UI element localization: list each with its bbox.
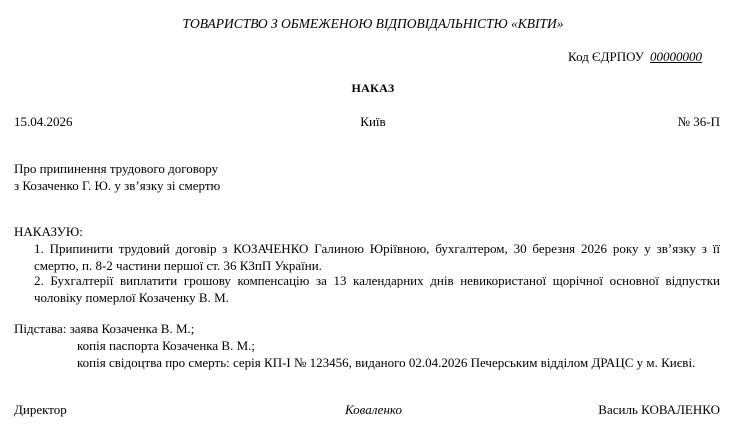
- edrpou-code: 00000000: [650, 49, 702, 64]
- grounds-label: Підстава:: [14, 321, 67, 336]
- director-name: Василь КОВАЛЕНКО: [598, 402, 720, 417]
- order-city: Київ: [360, 114, 386, 129]
- order-date: 15.04.2026: [14, 114, 73, 129]
- edrpou-label: Код ЄДРПОУ: [568, 49, 644, 64]
- order-item-1-text: 1. Припинити трудовий договір з КОЗАЧЕНКО Галиною Юріївною, бухгалтером, 30 березня 2026 року у зв’язку з її смертю, п. 8-2 частини першої ст. 36 КЗпП України.: [34, 241, 720, 273]
- grounds-line-1: заява Козаченка В. М.;: [69, 321, 195, 336]
- order-item-2-text: 2. Бухгалтерії виплатити грошову компенсацію за 13 календарних днів невикористаної щорічної основної відпустки чоловіку померлої Козаченку В. М.: [34, 273, 720, 305]
- order-item-1: [14, 240, 720, 274]
- order-number: № 36-П: [677, 114, 720, 129]
- order-title: НАКАЗ: [351, 81, 395, 95]
- grounds-line-2: копія паспорта Козаченка В. М.;: [77, 338, 256, 353]
- director-signature: Коваленко: [345, 402, 402, 417]
- director-position: Директор: [14, 402, 67, 417]
- subject-line-2: з Козаченко Г. Ю. у зв’язку зі смертю: [14, 178, 221, 193]
- company-name: ТОВАРИСТВО З ОБМЕЖЕНОЮ ВІДПОВІДАЛЬНІСТЮ «КВІТИ»: [182, 16, 564, 31]
- grounds-line-3: копія свідоцтва про смерть: серія КП-І № 123456, виданого 02.04.2026 Печерським відділом ДРАЦС у м. Києві.: [77, 355, 696, 370]
- grounds-block: [14, 320, 695, 371]
- order-subject: [14, 160, 220, 194]
- order-directive: НАКАЗУЮ:: [14, 224, 83, 239]
- subject-line-1: Про припинення трудового договору: [14, 161, 219, 176]
- edrpou: [568, 49, 702, 65]
- order-item-2: [14, 272, 720, 306]
- grounds-row-1: [14, 320, 695, 337]
